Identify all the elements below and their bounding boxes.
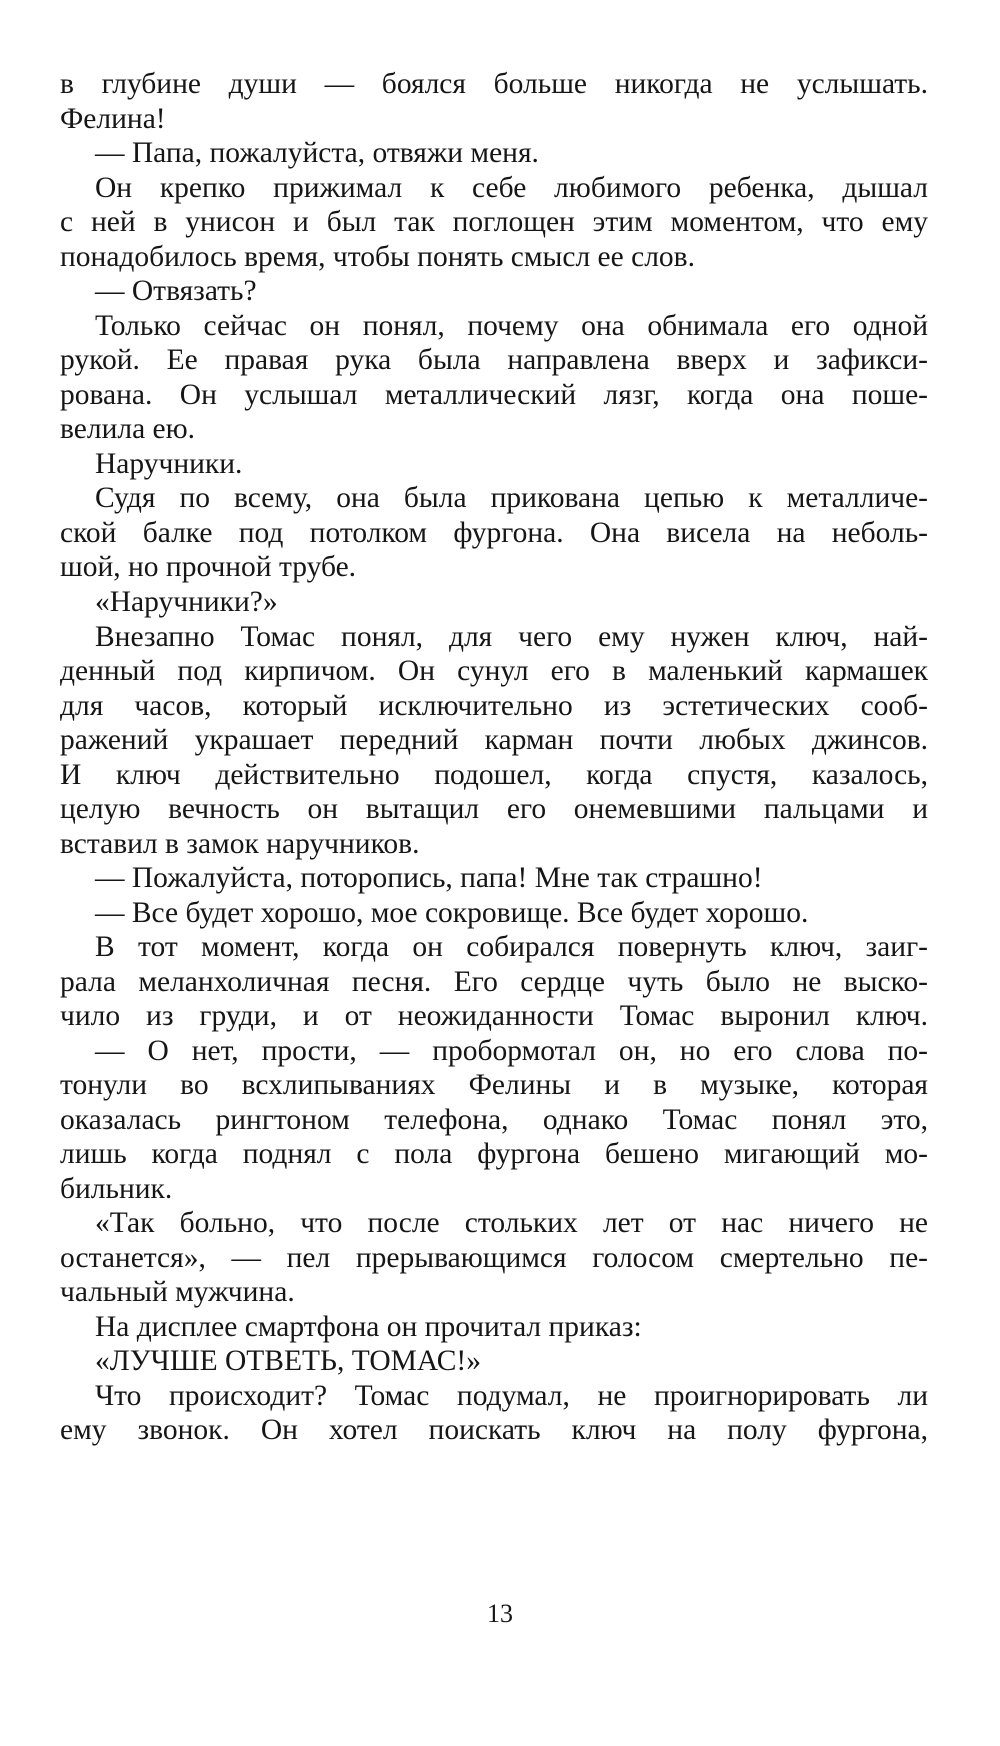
- text-line: И ключ действительно подошел, когда спустя, казалось,: [60, 759, 928, 791]
- text-line: ской балке под потолком фургона. Она висела на неболь-: [60, 517, 928, 549]
- text-line: лишь когда поднял с пола фургона бешено мигающий мо-: [60, 1138, 928, 1170]
- text-line: Только сейчас он понял, почему она обнимала его одной: [95, 310, 928, 342]
- text-line: чило из груди, и от неожиданности Томас выронил ключ.: [60, 1000, 928, 1032]
- text-line: с ней в унисон и был так поглощен этим моментом, что ему: [60, 206, 928, 238]
- text-line: — О нет, прости, — пробормотал он, но его слова по-: [95, 1035, 928, 1067]
- text-line: тонули во всхлипываниях Фелины и в музыке, которая: [60, 1069, 928, 1101]
- text-line: Он крепко прижимал к себе любимого ребенка, дышал: [95, 172, 928, 204]
- text-line: денный под кирпичом. Он сунул его в маленький кармашек: [60, 655, 928, 687]
- text-line: «Так больно, что после стольких лет от нас ничего не: [95, 1207, 928, 1239]
- text-line: — Отвязать?: [95, 275, 257, 307]
- text-line: «Наручники?»: [95, 586, 278, 618]
- text-line: вставил в замок наручников.: [60, 828, 420, 860]
- text-line: целую вечность он вытащил его онемевшими пальцами и: [60, 793, 928, 825]
- text-line: велила ею.: [60, 413, 196, 445]
- text-line: для часов, который исключительно из эстетических сооб-: [60, 690, 928, 722]
- text-line: ему звонок. Он хотел поискать ключ на полу фургона,: [60, 1414, 928, 1446]
- text-line: рала меланхоличная песня. Его сердце чуть было не выско-: [60, 966, 928, 998]
- text-line: — Папа, пожалуйста, отвяжи меня.: [95, 137, 539, 169]
- text-line: бильник.: [60, 1173, 173, 1205]
- text-line: На дисплее смартфона он прочитал приказ:: [95, 1311, 642, 1343]
- text-line: Наручники.: [95, 448, 243, 480]
- text-line: В тот момент, когда он собирался повернуть ключ, заиг-: [95, 931, 928, 963]
- page-number: 13: [487, 1599, 513, 1628]
- text-line: оказалась рингтоном телефона, однако Томас понял это,: [60, 1104, 928, 1136]
- text-line: останется», — пел прерывающимся голосом смертельно пе-: [60, 1242, 928, 1274]
- text-line: рукой. Ее правая рука была направлена вверх и зафикси-: [60, 344, 928, 376]
- text-line: рована. Он услышал металлический лязг, когда она поше-: [60, 379, 928, 411]
- text-line: чальный мужчина.: [60, 1276, 295, 1308]
- text-line: Судя по всему, она была прикована цепью к металличе-: [95, 482, 928, 514]
- text-line: шой, но прочной трубе.: [60, 551, 357, 583]
- text-line: Фелина!: [60, 103, 166, 135]
- text-line: «ЛУЧШЕ ОТВЕТЬ, ТОМАС!»: [95, 1345, 481, 1377]
- text-line: Что происходит? Томас подумал, не проигнорировать ли: [95, 1380, 928, 1412]
- text-line: понадобилось время, чтобы понять смысл ее слов.: [60, 241, 695, 273]
- text-line: — Пожалуйста, поторопись, папа! Мне так страшно!: [95, 862, 763, 894]
- text-line: в глубине души — боялся больше никогда не услышать.: [60, 68, 928, 100]
- text-line: Внезапно Томас понял, для чего ему нужен ключ, най-: [95, 621, 928, 653]
- text-line: — Все будет хорошо, мое сокровище. Все будет хорошо.: [95, 897, 809, 929]
- text-line: ражений украшает передний карман почти любых джинсов.: [60, 724, 928, 756]
